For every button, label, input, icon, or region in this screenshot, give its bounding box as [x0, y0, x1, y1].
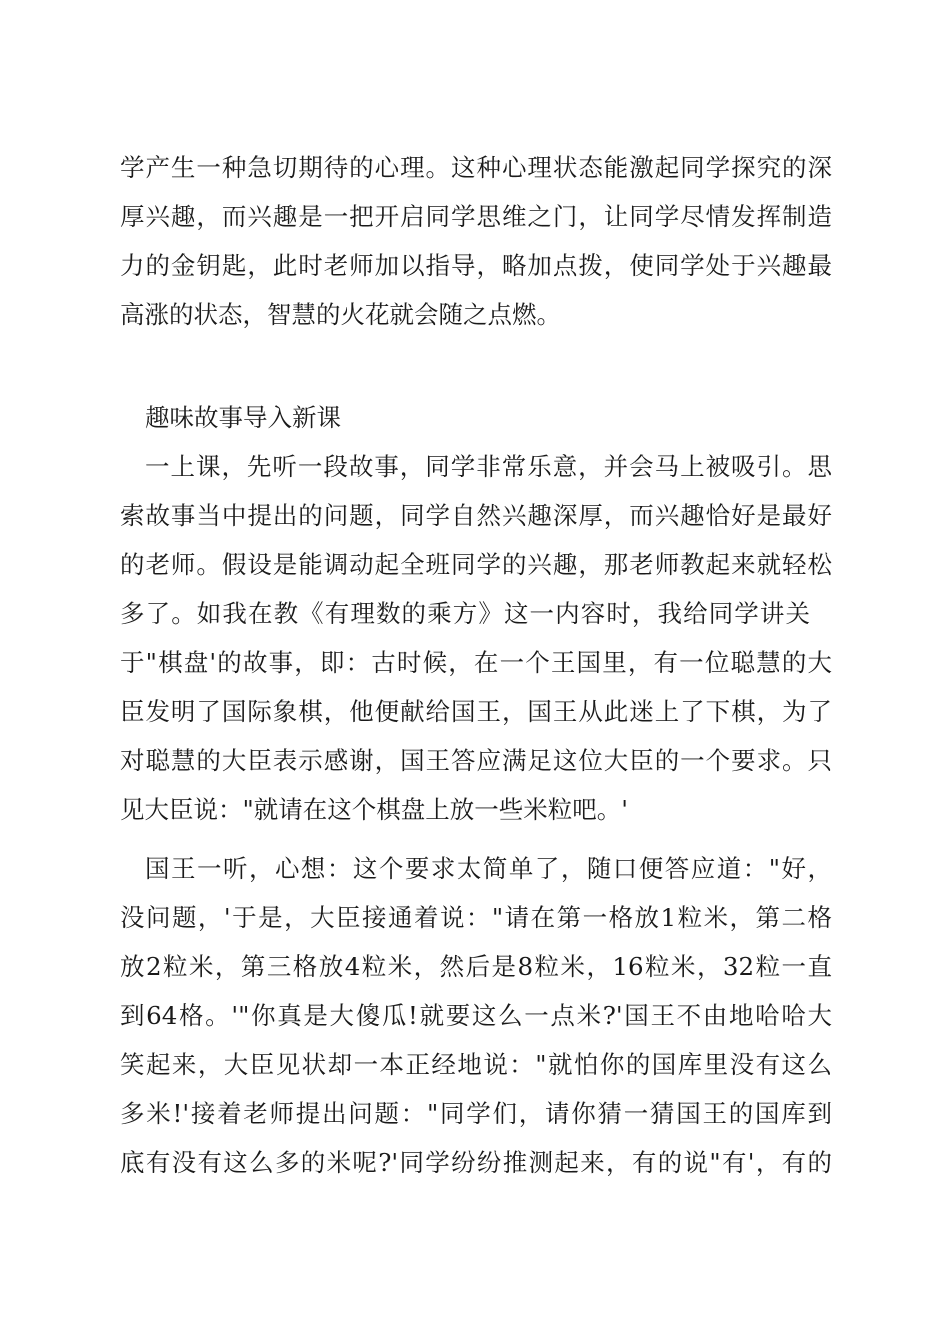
paragraph3-line-2: 没问题，'于是，大臣接通着说："请在第一格放1粒米，第二格	[120, 903, 832, 932]
paragraph2-line-7: 对聪慧的大臣表示感谢，国王答应满足这位大臣的一个要求。只	[120, 746, 832, 775]
paragraph3-line-4: 到64格。'"你真是大傻瓜!就要这么一点米?'国王不由地哈哈大	[120, 1001, 832, 1030]
paragraph2-line-5: 于"棋盘'的故事，即：古时候，在一个王国里，有一位聪慧的大	[120, 648, 832, 677]
paragraph3-line-7: 底有没有这么多的米呢?'同学纷纷推测起来，有的说"有'，有的	[120, 1148, 832, 1177]
section-heading: 趣味故事导入新课	[145, 403, 341, 432]
paragraph1-line-2: 厚兴趣，而兴趣是一把开启同学思维之门，让同学尽情发挥制造	[120, 202, 832, 231]
paragraph2-line-2: 索故事当中提出的问题，同学自然兴趣深厚，而兴趣恰好是最好	[120, 501, 832, 530]
paragraph2-line-8: 见大臣说："就请在这个棋盘上放一些米粒吧。'	[120, 795, 629, 824]
paragraph3-line-6: 多米!'接着老师提出问题："同学们，请你猜一猜国王的国库到	[120, 1099, 832, 1128]
paragraph2-line-6: 臣发明了国际象棋，他便献给国王，国王从此迷上了下棋，为了	[120, 697, 832, 726]
paragraph3-line-5: 笑起来，大臣见状却一本正经地说："就怕你的国库里没有这么	[120, 1050, 832, 1079]
paragraph2-line-4: 多了。如我在教《有理数的乘方》这一内容时，我给同学讲关	[120, 599, 810, 628]
paragraph2-line-1: 一上课，先听一段故事，同学非常乐意，并会马上被吸引。思	[145, 452, 832, 481]
paragraph2-line-3: 的老师。假设是能调动起全班同学的兴趣，那老师教起来就轻松	[120, 550, 832, 579]
paragraph1-line-1: 学产生一种急切期待的心理。这种心理状态能激起同学探究的深	[120, 153, 832, 182]
paragraph3-line-1: 国王一听，心想：这个要求太简单了，随口便答应道："好，	[145, 854, 832, 883]
paragraph1-line-4: 高涨的状态，智慧的火花就会随之点燃。	[120, 300, 561, 329]
paragraph1-line-3: 力的金钥匙，此时老师加以指导，略加点拨，使同学处于兴趣最	[120, 251, 832, 280]
paragraph3-line-3: 放2粒米，第三格放4粒米，然后是8粒米，16粒米，32粒一直	[120, 952, 832, 981]
